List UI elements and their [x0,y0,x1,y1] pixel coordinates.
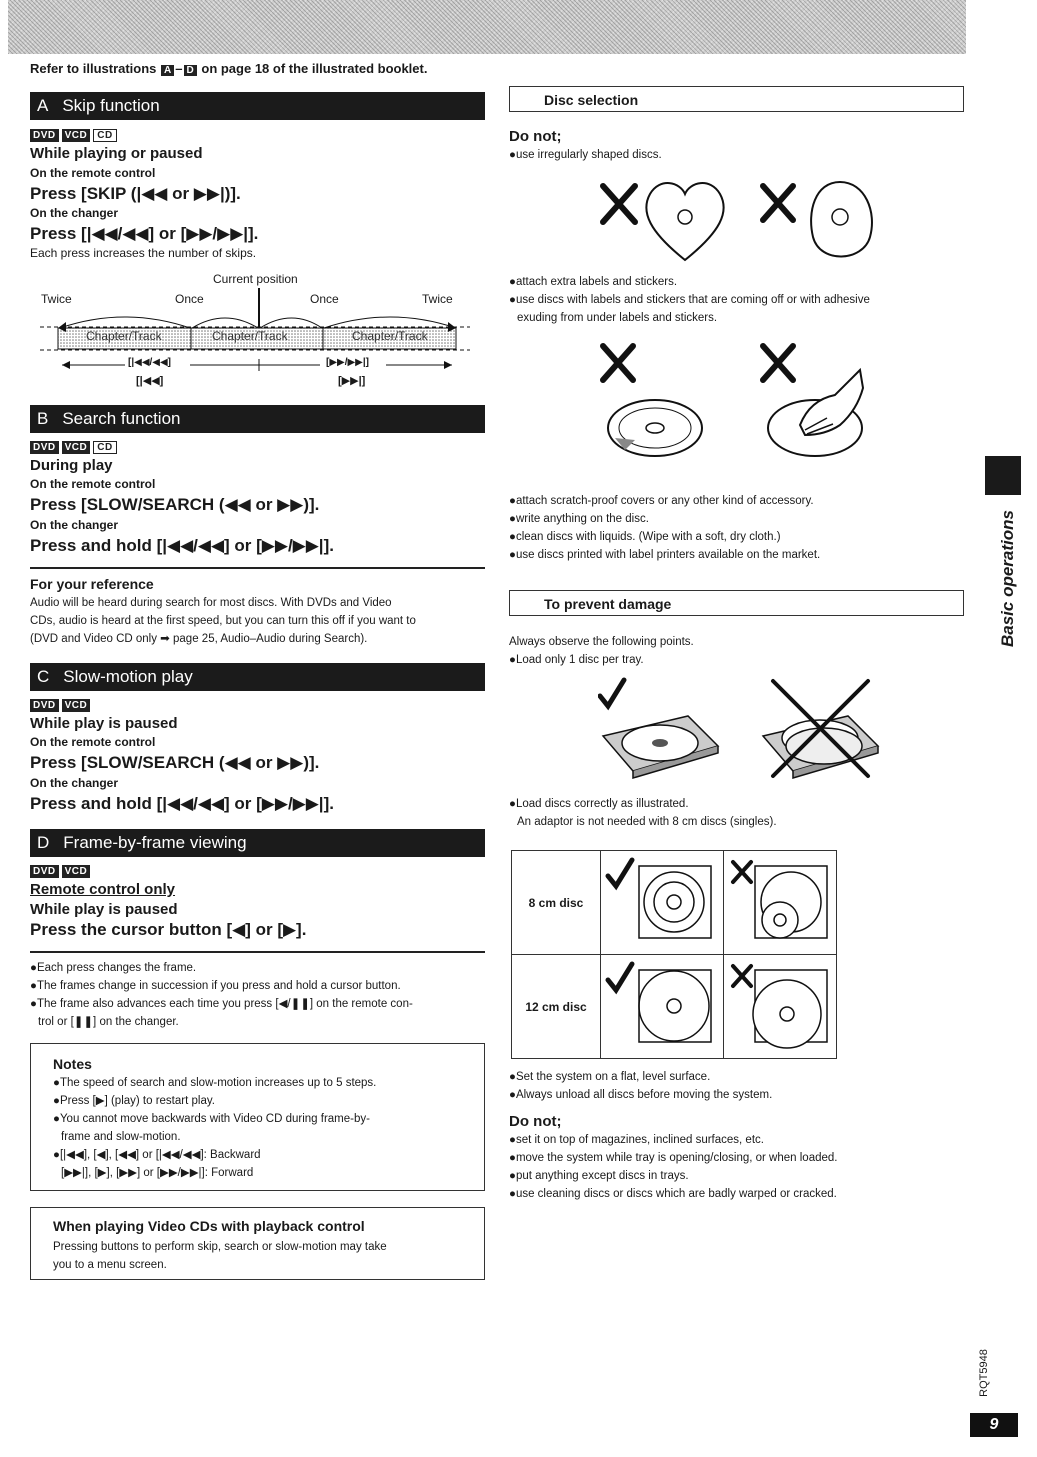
refer-dash: – [175,61,183,76]
section-a-note: Each press increases the number of skips. [30,246,257,260]
note-line-1: ●The speed of search and slow-motion increases up to 5 steps. [53,1077,377,1089]
section-a-changer-cmd: Press [|◀◀/◀◀] or [▶▶/▶▶|]. [30,224,259,243]
check-icon [608,860,632,886]
prevent-bullet-2: ●Load discs correctly as illustrated. [509,798,689,810]
note-line-3: ●You cannot move backwards with Video CD during frame-by- [53,1113,370,1125]
section-c-remote-label: On the remote control [30,735,156,749]
section-a-header [30,92,485,120]
dvd-badge: DVD [30,699,59,712]
disc-bullet-4: ●attach scratch-proof covers or any other kind of accessory. [509,495,814,507]
cd-badge: CD [93,129,116,142]
top-halftone-band [8,0,966,54]
notes-list [53,1074,473,1182]
section-d-header [30,829,485,857]
section-b-context: During play [30,457,113,474]
correct-12cm-cell [601,955,724,1059]
note-line-5: ●[|◀◀], [◀], [◀◀] or [|◀◀/◀◀]: Backward [53,1149,261,1161]
prevent-dont-2: ●move the system while tray is opening/closing, or when loaded. [509,1152,838,1164]
disc-do-not-label: Do not; [509,128,562,145]
section-d-letter: D [37,833,50,852]
prevent-dont-1: ●set it on top of magazines, inclined surfaces, etc. [509,1134,764,1146]
section-d-badges [30,865,93,878]
prevent-bullet-2b: An adaptor is not needed with 8 cm discs (singles). [517,816,777,828]
current-position-label: Current position [213,272,298,286]
section-d-divider [30,951,485,953]
twice-left-label: Twice [41,292,72,306]
chapter-track-3: Chapter/Track [352,329,428,343]
reference-title: For your reference [30,576,154,592]
section-a-badges [30,129,120,142]
dvd-badge: DVD [30,441,59,454]
cross-icon [603,186,635,222]
prevent-bullet-3: ●Set the system on a flat, level surface. [509,1071,711,1083]
chapter-track-1: Chapter/Track [86,329,162,343]
vcd-box-line-1: Pressing buttons to perform skip, search or slow-motion may take [53,1241,387,1253]
section-d-cmd: Press the cursor button [◀] or [▶]. [30,920,307,939]
dvd-badge: DVD [30,865,59,878]
row-label-cell [512,955,601,1059]
wrong-8cm-illustration [725,852,835,948]
cd-badge: CD [93,441,116,454]
correct-8cm-illustration [602,852,722,948]
disc-selection-title: Disc selection [509,86,964,112]
remote-control-only-label: Remote control only [30,881,176,898]
skip-back-button-label: [|◀◀/◀◀] [128,357,171,368]
correct-8cm-cell [601,851,724,955]
section-c-title: Slow-motion play [63,667,193,686]
side-tab-marker [985,456,1021,495]
section-c-context: While play is paused [30,715,178,732]
check-icon [608,964,632,990]
prevent-intro: Always observe the following points. [509,636,694,648]
side-tab-label: Basic operations [998,510,1017,647]
section-d-bullets [30,959,485,1031]
note-line-4: frame and slow-motion. [61,1131,181,1143]
section-b-title: Search function [62,409,181,428]
cross-icon [763,186,793,220]
section-b-header [30,405,485,433]
section-c-letter: C [37,667,50,686]
tray-icon [603,716,718,778]
reference-line-1: Audio will be heard during search for most discs. With DVDs and Video [30,597,392,609]
section-a-remote-cmd: Press [SKIP (|◀◀ or ▶▶|)]. [30,184,241,203]
prevent-dont-4: ●use cleaning discs or discs which are badly warped or cracked. [509,1188,837,1200]
prevent-dont-3: ●put anything except discs in trays. [509,1170,689,1182]
wrong-12cm-illustration [725,956,835,1052]
disc-size-table [511,850,837,1059]
disc-bullet-5: ●write anything on the disc. [509,513,649,525]
prevent-do-not-label: Do not; [509,1113,562,1130]
twice-right-label: Twice [422,292,453,306]
once-right-label: Once [310,292,339,306]
section-a-title: Skip function [62,96,160,115]
disc-bullet-7: ●use discs printed with label printers available on the market. [509,549,821,561]
disc-bullet-2: ●attach extra labels and stickers. [509,276,678,288]
refer-line [30,61,427,76]
section-c-changer-label: On the changer [30,776,119,790]
prevent-bullet-1: ●Load only 1 disc per tray. [509,654,644,666]
section-d-title: Frame-by-frame viewing [63,833,247,852]
once-left-label: Once [175,292,204,306]
section-d-context: While play is paused [30,901,178,918]
refer-tag-d: D [184,65,197,76]
section-b-changer-label: On the changer [30,518,119,532]
skip-forward-remote-label: [▶▶|] [338,375,366,387]
section-c-remote-cmd: Press [SLOW/SEARCH (◀◀ or ▶▶)]. [30,753,320,772]
notes-box [30,1043,485,1191]
frame-bullet-3: ●The frame also advances each time you press [◀/❚❚] on the remote con- [30,998,413,1010]
section-b-remote-label: On the remote control [30,477,156,491]
skip-forward-button-label: [▶▶/▶▶|] [326,357,369,368]
section-a-remote-label: On the remote control [30,166,156,180]
irregular-discs-illustration [595,172,885,267]
wrong-12cm-cell [724,955,837,1059]
model-code: RQT5948 [978,1349,990,1397]
page-number: 9 [970,1413,1018,1437]
reference-line-3: (DVD and Video CD only ➡ page 25, Audio–Audio during Search). [30,633,368,645]
label-discs-illustration [595,340,885,460]
chapter-track-2: Chapter/Track [212,329,288,343]
section-b-letter: B [37,409,49,428]
skip-diagram [30,270,485,395]
dvd-badge: DVD [30,129,59,142]
skip-back-remote-label: [|◀◀] [136,375,164,387]
note-line-6: [▶▶|], [▶], [▶▶] or [▶▶/▶▶|]: Forward [61,1167,254,1179]
odd-disc-icon [811,182,872,257]
frame-bullet-1: ●Each press changes the frame. [30,962,197,974]
cross-icon [733,862,751,882]
frame-bullet-2: ●The frames change in succession if you press and hold a cursor button. [30,980,401,992]
section-a-context: While playing or paused [30,145,203,162]
correct-12cm-illustration [602,956,722,1052]
section-a-letter: A [37,96,49,115]
section-c-header [30,663,485,691]
row-label-8cm: 8 cm disc [528,895,584,910]
reference-line-2: CDs, audio is heard at the first speed, but you can turn this off if you want to [30,615,416,627]
vcd-box-title: When playing Video CDs with playback control [53,1218,365,1234]
disc-icon [762,902,798,938]
section-c-badges [30,699,93,712]
table-row [512,851,837,955]
refer-tag-a: A [161,65,174,76]
tray-illustration [598,676,888,791]
section-b-changer-cmd: Press and hold [|◀◀/◀◀] or [▶▶/▶▶|]. [30,536,334,555]
vcd-badge: VCD [62,441,91,454]
wrong-8cm-cell [724,851,837,955]
section-b-remote-cmd: Press [SLOW/SEARCH (◀◀ or ▶▶)]. [30,495,320,514]
notes-title: Notes [53,1056,92,1072]
cross-icon [733,966,751,986]
heart-disc-icon [646,183,723,260]
disc-bullet-6: ●clean discs with liquids. (Wipe with a soft, dry cloth.) [509,531,781,543]
vcd-badge: VCD [62,865,91,878]
row-label-12cm: 12 cm disc [525,999,587,1014]
refer-suffix: on page 18 of the illustrated booklet. [201,61,428,76]
prevent-damage-title: To prevent damage [509,590,964,616]
refer-prefix: Refer to illustrations [30,61,157,76]
check-icon [600,680,624,706]
disc-icon [753,980,821,1048]
row-label-cell [512,851,601,955]
section-b-badges [30,441,120,454]
section-b-divider [30,567,485,569]
disc-bullet-3b: exuding from under labels and stickers. [517,312,718,324]
disc-bullet-3: ●use discs with labels and stickers that are coming off or with adhesive [509,294,870,306]
vcd-badge: VCD [62,129,91,142]
vcd-playback-box [30,1207,485,1280]
section-a-changer-label: On the changer [30,206,119,220]
cross-icon [603,346,633,380]
disc-bullet-1: ●use irregularly shaped discs. [509,149,662,161]
frame-bullet-3b: trol or [❚❚] on the changer. [38,1016,179,1028]
section-c-changer-cmd: Press and hold [|◀◀/◀◀] or [▶▶/▶▶|]. [30,794,334,813]
vcd-badge: VCD [62,699,91,712]
table-row [512,955,837,1059]
vcd-box-line-2: you to a menu screen. [53,1259,167,1271]
prevent-bullet-4: ●Always unload all discs before moving the system. [509,1089,773,1101]
note-line-2: ●Press [▶] (play) to restart play. [53,1095,215,1107]
cross-icon [763,346,793,380]
